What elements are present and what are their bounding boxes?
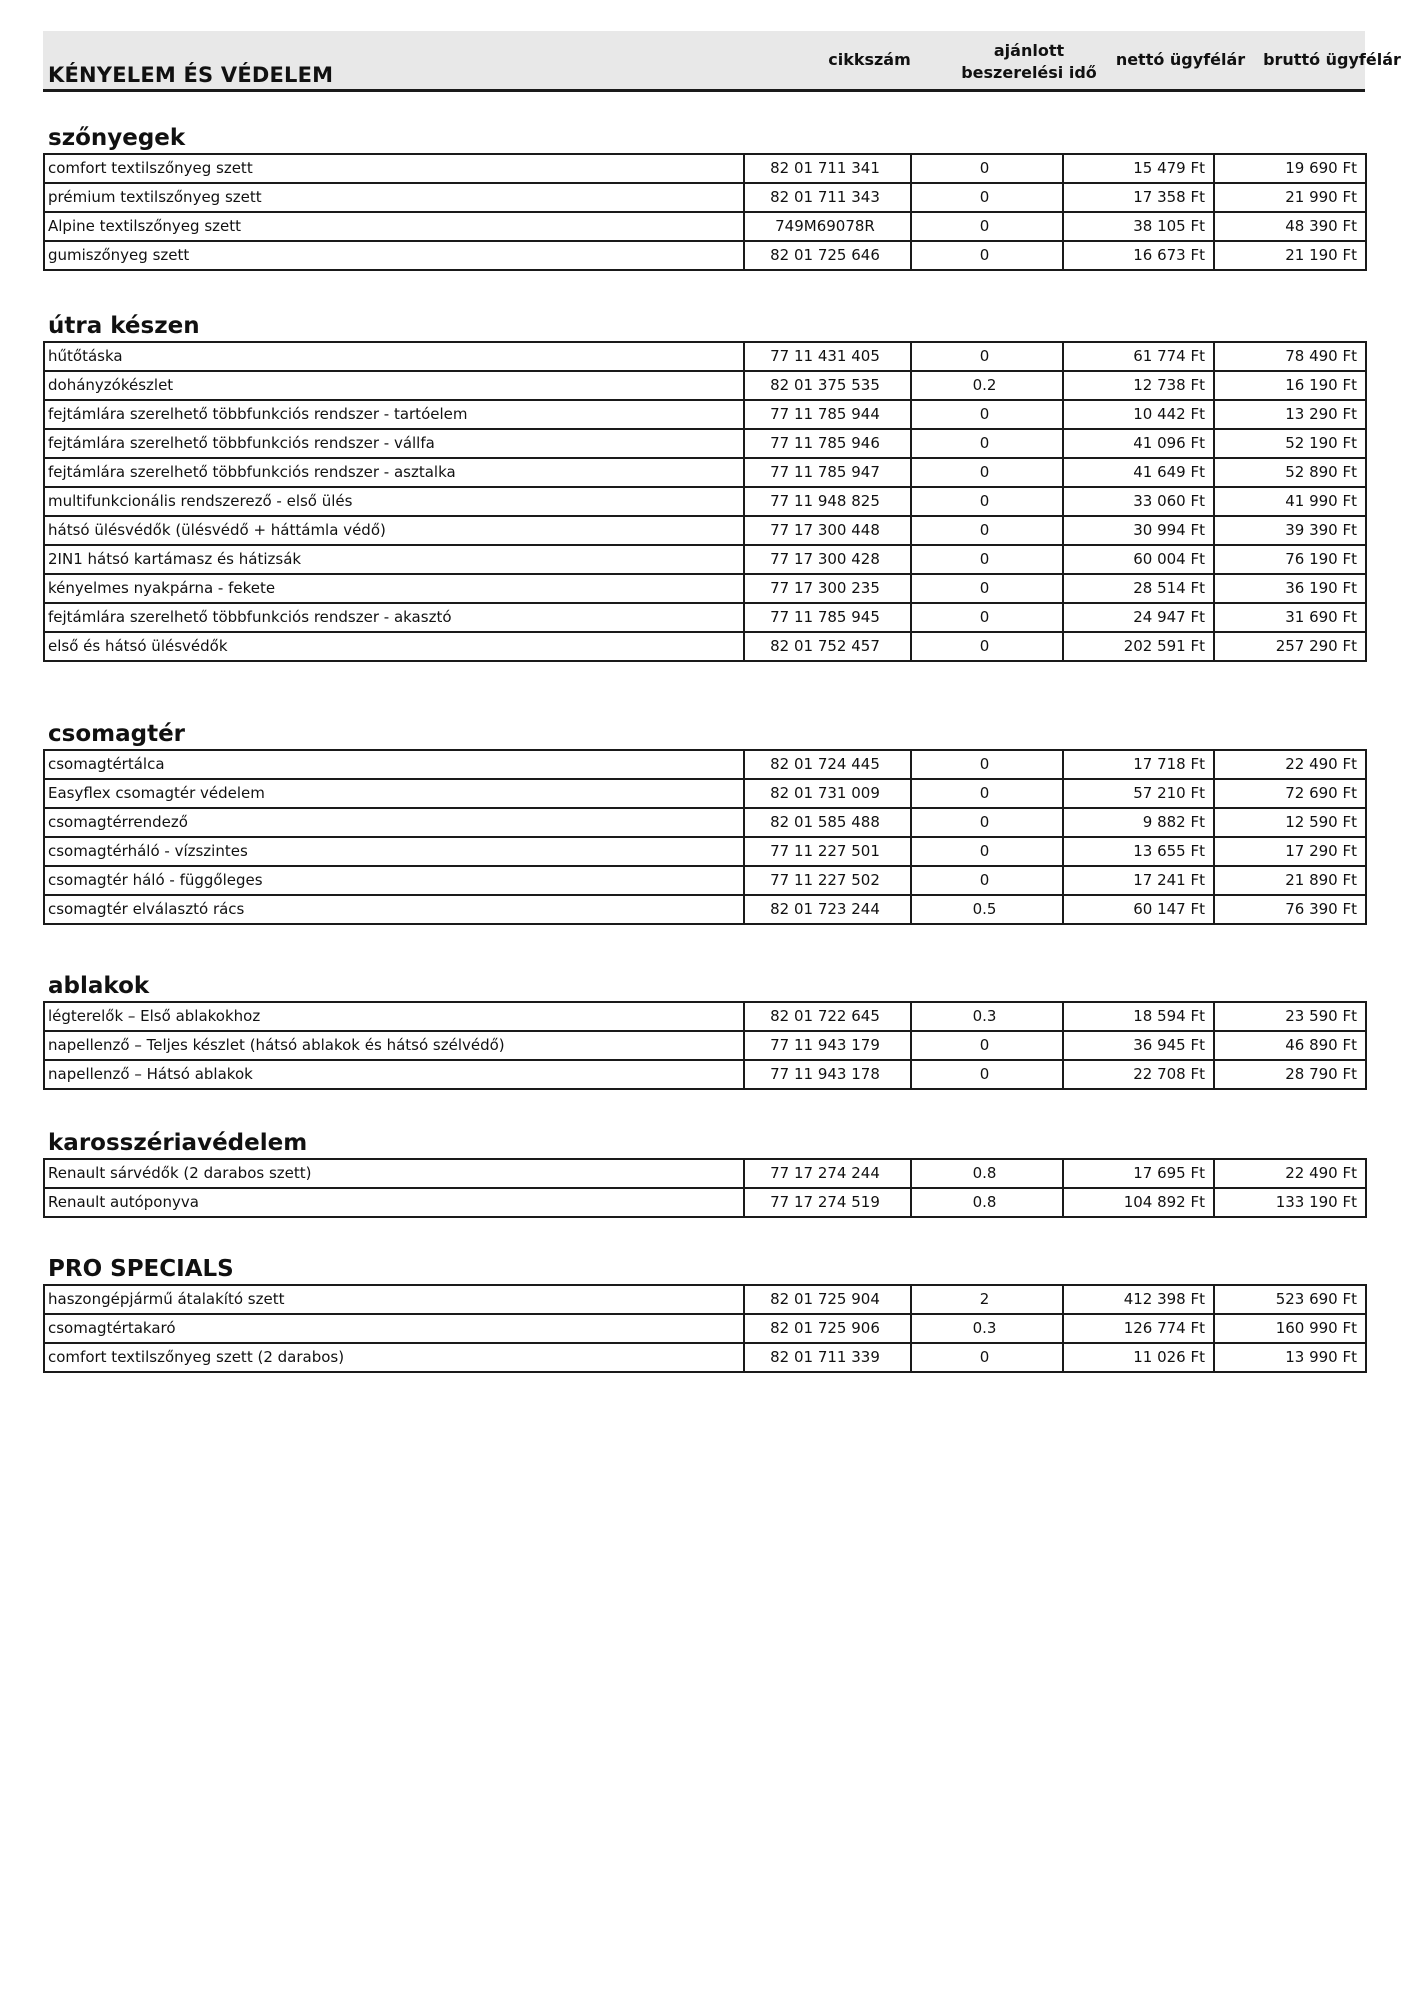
item-code: 82 01 585 488 [744, 808, 911, 837]
item-name: légterelők – Első ablakokhoz [44, 1002, 744, 1031]
table-row [44, 429, 1366, 458]
item-gross-price: 48 390 Ft [1214, 212, 1366, 241]
item-net-price: 57 210 Ft [1063, 779, 1214, 808]
item-name: csomagtértálca [44, 750, 744, 779]
item-net-price: 16 673 Ft [1063, 241, 1214, 270]
item-install-time: 0 [911, 837, 1063, 866]
item-code: 82 01 375 535 [744, 371, 911, 400]
item-net-price: 412 398 Ft [1063, 1285, 1214, 1314]
item-name: multifunkcionális rendszerező - első ülés [44, 487, 744, 516]
table-row [44, 487, 1366, 516]
item-net-price: 24 947 Ft [1063, 603, 1214, 632]
item-install-time: 0 [911, 632, 1063, 661]
table-row [44, 1314, 1366, 1343]
item-name: 2IN1 hátsó kartámasz és hátizsák [44, 545, 744, 574]
item-code: 82 01 725 646 [744, 241, 911, 270]
item-gross-price: 523 690 Ft [1214, 1285, 1366, 1314]
item-name: csomagtérrendező [44, 808, 744, 837]
table-row [44, 603, 1366, 632]
item-name: hátsó ülésvédők (ülésvédő + háttámla védő) [44, 516, 744, 545]
table-row [44, 866, 1366, 895]
item-name: csomagtér háló - függőleges [44, 866, 744, 895]
item-code: 77 11 785 944 [744, 400, 911, 429]
items-table [43, 153, 1367, 271]
table-row [44, 1060, 1366, 1089]
item-name: prémium textilszőnyeg szett [44, 183, 744, 212]
item-code: 77 17 300 235 [744, 574, 911, 603]
table-row [44, 808, 1366, 837]
item-install-time: 0.3 [911, 1002, 1063, 1031]
item-install-time: 0.8 [911, 1188, 1063, 1217]
item-net-price: 13 655 Ft [1063, 837, 1214, 866]
column-header-install-time-line1: ajánlott [993, 41, 1065, 60]
table-row [44, 458, 1366, 487]
table-row [44, 1159, 1366, 1188]
item-code: 77 11 785 947 [744, 458, 911, 487]
item-name: fejtámlára szerelhető többfunkciós rendszer - vállfa [44, 429, 744, 458]
item-code: 82 01 725 904 [744, 1285, 911, 1314]
item-install-time: 0 [911, 574, 1063, 603]
item-gross-price: 22 490 Ft [1214, 750, 1366, 779]
item-code: 82 01 725 906 [744, 1314, 911, 1343]
item-code: 77 11 431 405 [744, 342, 911, 371]
item-gross-price: 160 990 Ft [1214, 1314, 1366, 1343]
item-code: 77 17 300 428 [744, 545, 911, 574]
items-table [43, 749, 1367, 925]
item-install-time: 0 [911, 808, 1063, 837]
section-title: csomagtér [48, 721, 186, 747]
table-row [44, 779, 1366, 808]
item-net-price: 18 594 Ft [1063, 1002, 1214, 1031]
item-name: csomagtér elválasztó rács [44, 895, 744, 924]
item-net-price: 60 147 Ft [1063, 895, 1214, 924]
item-net-price: 41 096 Ft [1063, 429, 1214, 458]
item-code: 82 01 722 645 [744, 1002, 911, 1031]
item-gross-price: 23 590 Ft [1214, 1002, 1366, 1031]
item-net-price: 9 882 Ft [1063, 808, 1214, 837]
item-install-time: 0 [911, 241, 1063, 270]
item-code: 77 17 274 519 [744, 1188, 911, 1217]
item-code: 82 01 724 445 [744, 750, 911, 779]
item-gross-price: 39 390 Ft [1214, 516, 1366, 545]
item-install-time: 0 [911, 516, 1063, 545]
item-gross-price: 19 690 Ft [1214, 154, 1366, 183]
item-net-price: 17 358 Ft [1063, 183, 1214, 212]
table-row [44, 1031, 1366, 1060]
item-install-time: 0 [911, 779, 1063, 808]
item-install-time: 0 [911, 487, 1063, 516]
item-code: 82 01 711 341 [744, 154, 911, 183]
item-name: comfort textilszőnyeg szett (2 darabos) [44, 1343, 744, 1372]
item-install-time: 0 [911, 183, 1063, 212]
table-row [44, 837, 1366, 866]
item-gross-price: 13 290 Ft [1214, 400, 1366, 429]
item-net-price: 11 026 Ft [1063, 1343, 1214, 1372]
item-gross-price: 31 690 Ft [1214, 603, 1366, 632]
item-gross-price: 21 190 Ft [1214, 241, 1366, 270]
item-gross-price: 36 190 Ft [1214, 574, 1366, 603]
item-install-time: 0.2 [911, 371, 1063, 400]
item-code: 82 01 752 457 [744, 632, 911, 661]
table-row [44, 241, 1366, 270]
item-name: gumiszőnyeg szett [44, 241, 744, 270]
item-name: napellenző – Hátsó ablakok [44, 1060, 744, 1089]
item-code: 82 01 711 339 [744, 1343, 911, 1372]
item-gross-price: 13 990 Ft [1214, 1343, 1366, 1372]
item-install-time: 0.3 [911, 1314, 1063, 1343]
table-row [44, 895, 1366, 924]
item-gross-price: 21 990 Ft [1214, 183, 1366, 212]
item-install-time: 0 [911, 400, 1063, 429]
item-install-time: 0 [911, 212, 1063, 241]
item-gross-price: 12 590 Ft [1214, 808, 1366, 837]
table-row [44, 632, 1366, 661]
item-name: fejtámlára szerelhető többfunkciós rendszer - asztalka [44, 458, 744, 487]
item-name: haszongépjármű átalakító szett [44, 1285, 744, 1314]
item-install-time: 0 [911, 429, 1063, 458]
item-net-price: 17 241 Ft [1063, 866, 1214, 895]
item-net-price: 17 718 Ft [1063, 750, 1214, 779]
item-name: Renault sárvédők (2 darabos szett) [44, 1159, 744, 1188]
item-gross-price: 78 490 Ft [1214, 342, 1366, 371]
item-net-price: 202 591 Ft [1063, 632, 1214, 661]
item-code: 749M69078R [744, 212, 911, 241]
section-title: ablakok [48, 973, 150, 999]
item-install-time: 0 [911, 866, 1063, 895]
item-install-time: 2 [911, 1285, 1063, 1314]
table-row [44, 1343, 1366, 1372]
item-name: kényelmes nyakpárna - fekete [44, 574, 744, 603]
item-name: csomagtértakaró [44, 1314, 744, 1343]
table-row [44, 1002, 1366, 1031]
section-title: PRO SPECIALS [48, 1256, 234, 1282]
item-net-price: 41 649 Ft [1063, 458, 1214, 487]
table-row [44, 750, 1366, 779]
table-row [44, 183, 1366, 212]
section-title: karosszériavédelem [48, 1130, 308, 1156]
column-header-install-time [953, 40, 1105, 84]
item-net-price: 60 004 Ft [1063, 545, 1214, 574]
item-name: Renault autóponyva [44, 1188, 744, 1217]
item-code: 77 11 785 945 [744, 603, 911, 632]
section-title: útra készen [48, 313, 200, 339]
item-code: 77 11 943 178 [744, 1060, 911, 1089]
item-name: csomagtérháló - vízszintes [44, 837, 744, 866]
item-gross-price: 41 990 Ft [1214, 487, 1366, 516]
table-row [44, 342, 1366, 371]
column-header-net-price: nettó ügyfélár [1115, 50, 1246, 69]
table-row [44, 400, 1366, 429]
column-header-code: cikkszám [828, 50, 911, 69]
item-install-time: 0 [911, 458, 1063, 487]
item-install-time: 0 [911, 1060, 1063, 1089]
item-name: comfort textilszőnyeg szett [44, 154, 744, 183]
table-row [44, 545, 1366, 574]
item-net-price: 104 892 Ft [1063, 1188, 1214, 1217]
item-gross-price: 46 890 Ft [1214, 1031, 1366, 1060]
table-row [44, 212, 1366, 241]
item-net-price: 10 442 Ft [1063, 400, 1214, 429]
item-install-time: 0 [911, 342, 1063, 371]
item-name: Alpine textilszőnyeg szett [44, 212, 744, 241]
item-gross-price: 22 490 Ft [1214, 1159, 1366, 1188]
item-net-price: 30 994 Ft [1063, 516, 1214, 545]
item-install-time: 0 [911, 1343, 1063, 1372]
item-name: fejtámlára szerelhető többfunkciós rendszer - tartóelem [44, 400, 744, 429]
table-row [44, 371, 1366, 400]
items-table [43, 1158, 1367, 1218]
item-name: fejtámlára szerelhető többfunkciós rendszer - akasztó [44, 603, 744, 632]
item-install-time: 0.5 [911, 895, 1063, 924]
table-header [43, 31, 1401, 92]
item-net-price: 22 708 Ft [1063, 1060, 1214, 1089]
item-gross-price: 72 690 Ft [1214, 779, 1366, 808]
item-name: napellenző – Teljes készlet (hátsó ablakok és hátsó szélvédő) [44, 1031, 744, 1060]
item-code: 82 01 711 343 [744, 183, 911, 212]
item-code: 82 01 731 009 [744, 779, 911, 808]
item-net-price: 38 105 Ft [1063, 212, 1214, 241]
column-header-install-time-line2: beszerelési idő [961, 63, 1097, 82]
item-install-time: 0 [911, 545, 1063, 574]
item-install-time: 0 [911, 1031, 1063, 1060]
item-code: 77 11 227 501 [744, 837, 911, 866]
item-gross-price: 257 290 Ft [1214, 632, 1366, 661]
item-net-price: 12 738 Ft [1063, 371, 1214, 400]
item-gross-price: 52 890 Ft [1214, 458, 1366, 487]
section-title: szőnyegek [48, 125, 186, 151]
item-install-time: 0.8 [911, 1159, 1063, 1188]
item-gross-price: 16 190 Ft [1214, 371, 1366, 400]
item-gross-price: 133 190 Ft [1214, 1188, 1366, 1217]
column-header-gross-price: bruttó ügyfélár [1263, 50, 1401, 69]
item-net-price: 36 945 Ft [1063, 1031, 1214, 1060]
item-code: 77 17 300 448 [744, 516, 911, 545]
item-gross-price: 76 390 Ft [1214, 895, 1366, 924]
table-row [44, 574, 1366, 603]
item-install-time: 0 [911, 603, 1063, 632]
item-net-price: 15 479 Ft [1063, 154, 1214, 183]
item-gross-price: 17 290 Ft [1214, 837, 1366, 866]
item-code: 77 11 785 946 [744, 429, 911, 458]
page-title: KÉNYELEM ÉS VÉDELEM [48, 63, 334, 87]
table-row [44, 1188, 1366, 1217]
item-gross-price: 21 890 Ft [1214, 866, 1366, 895]
item-gross-price: 52 190 Ft [1214, 429, 1366, 458]
item-code: 77 11 948 825 [744, 487, 911, 516]
item-name: első és hátsó ülésvédők [44, 632, 744, 661]
items-table [43, 1284, 1367, 1373]
items-table [43, 341, 1367, 662]
item-name: dohányzókészlet [44, 371, 744, 400]
item-net-price: 61 774 Ft [1063, 342, 1214, 371]
item-install-time: 0 [911, 750, 1063, 779]
item-gross-price: 28 790 Ft [1214, 1060, 1366, 1089]
item-install-time: 0 [911, 154, 1063, 183]
table-row [44, 154, 1366, 183]
item-name: hűtőtáska [44, 342, 744, 371]
item-net-price: 28 514 Ft [1063, 574, 1214, 603]
item-net-price: 17 695 Ft [1063, 1159, 1214, 1188]
item-net-price: 33 060 Ft [1063, 487, 1214, 516]
table-row [44, 516, 1366, 545]
item-net-price: 126 774 Ft [1063, 1314, 1214, 1343]
item-gross-price: 76 190 Ft [1214, 545, 1366, 574]
item-name: Easyflex csomagtér védelem [44, 779, 744, 808]
items-table [43, 1001, 1367, 1090]
item-code: 77 17 274 244 [744, 1159, 911, 1188]
item-code: 77 11 227 502 [744, 866, 911, 895]
item-code: 77 11 943 179 [744, 1031, 911, 1060]
table-row [44, 1285, 1366, 1314]
item-code: 82 01 723 244 [744, 895, 911, 924]
